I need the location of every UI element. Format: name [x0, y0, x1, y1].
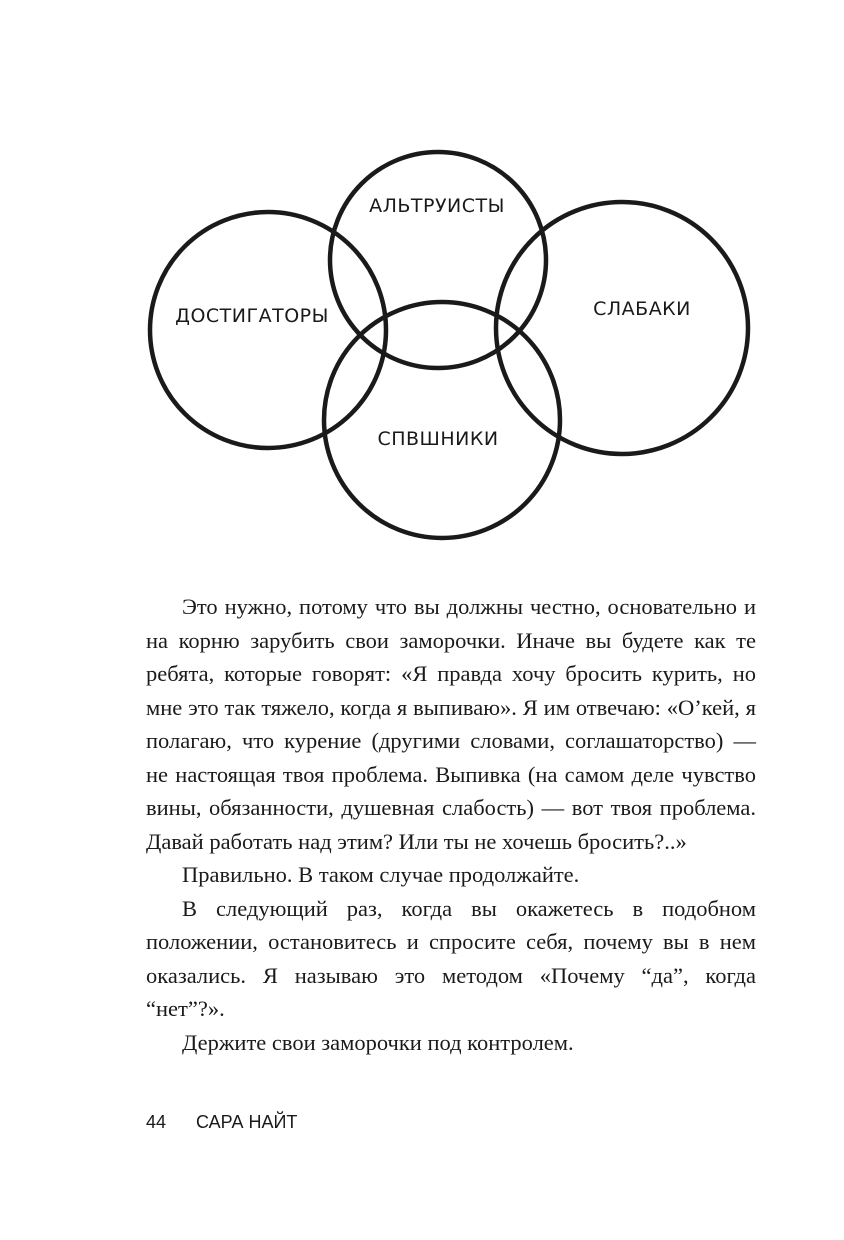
venn-diagram — [0, 0, 844, 560]
label-altruists: АЛЬТРУИСТЫ — [369, 195, 505, 217]
label-weaklings: СЛАБАКИ — [593, 298, 691, 320]
label-sorry-sayers: СПВШНИКИ — [377, 428, 499, 450]
circle-sorry-sayers — [324, 302, 560, 538]
running-author: САРА НАЙТ — [196, 1112, 298, 1132]
paragraph: Это нужно, потому что вы должны честно, основательно и на корню зарубить свои заморочки. Иначе вы будете как те ребята, которые говорят: «Я правда хочу бросить курить, но мне это так тяжело, когда я выпиваю». Я им отвечаю: «О’кей, я полагаю, что курение (другими словами, соглашаторство) — не настоящая твоя проблема. Выпивка (на самом деле чувство вины, обязанности, душевная слабость) — вот твоя проблема. Давай работать над этим? Или ты не хочешь бросить?..» — [146, 594, 756, 854]
body-text — [146, 590, 756, 1059]
paragraph: Правильно. В таком случае продолжайте. — [182, 862, 580, 887]
venn-diagram-svg — [0, 0, 844, 560]
label-achievers: ДОСТИГАТОРЫ — [175, 305, 329, 327]
circle-achievers — [150, 212, 386, 448]
page-footer — [146, 1112, 297, 1133]
page-number: 44 — [146, 1112, 167, 1132]
paragraph: Держите свои заморочки под контролем. — [182, 1029, 574, 1055]
paragraph: В следующий раз, когда вы окажетесь в подобном положении, остановитесь и спросите себя, почему вы в нем оказались. Я называю это методом «Почему “да”, когда “нет”?». — [146, 895, 756, 1021]
circle-weaklings — [496, 202, 748, 454]
